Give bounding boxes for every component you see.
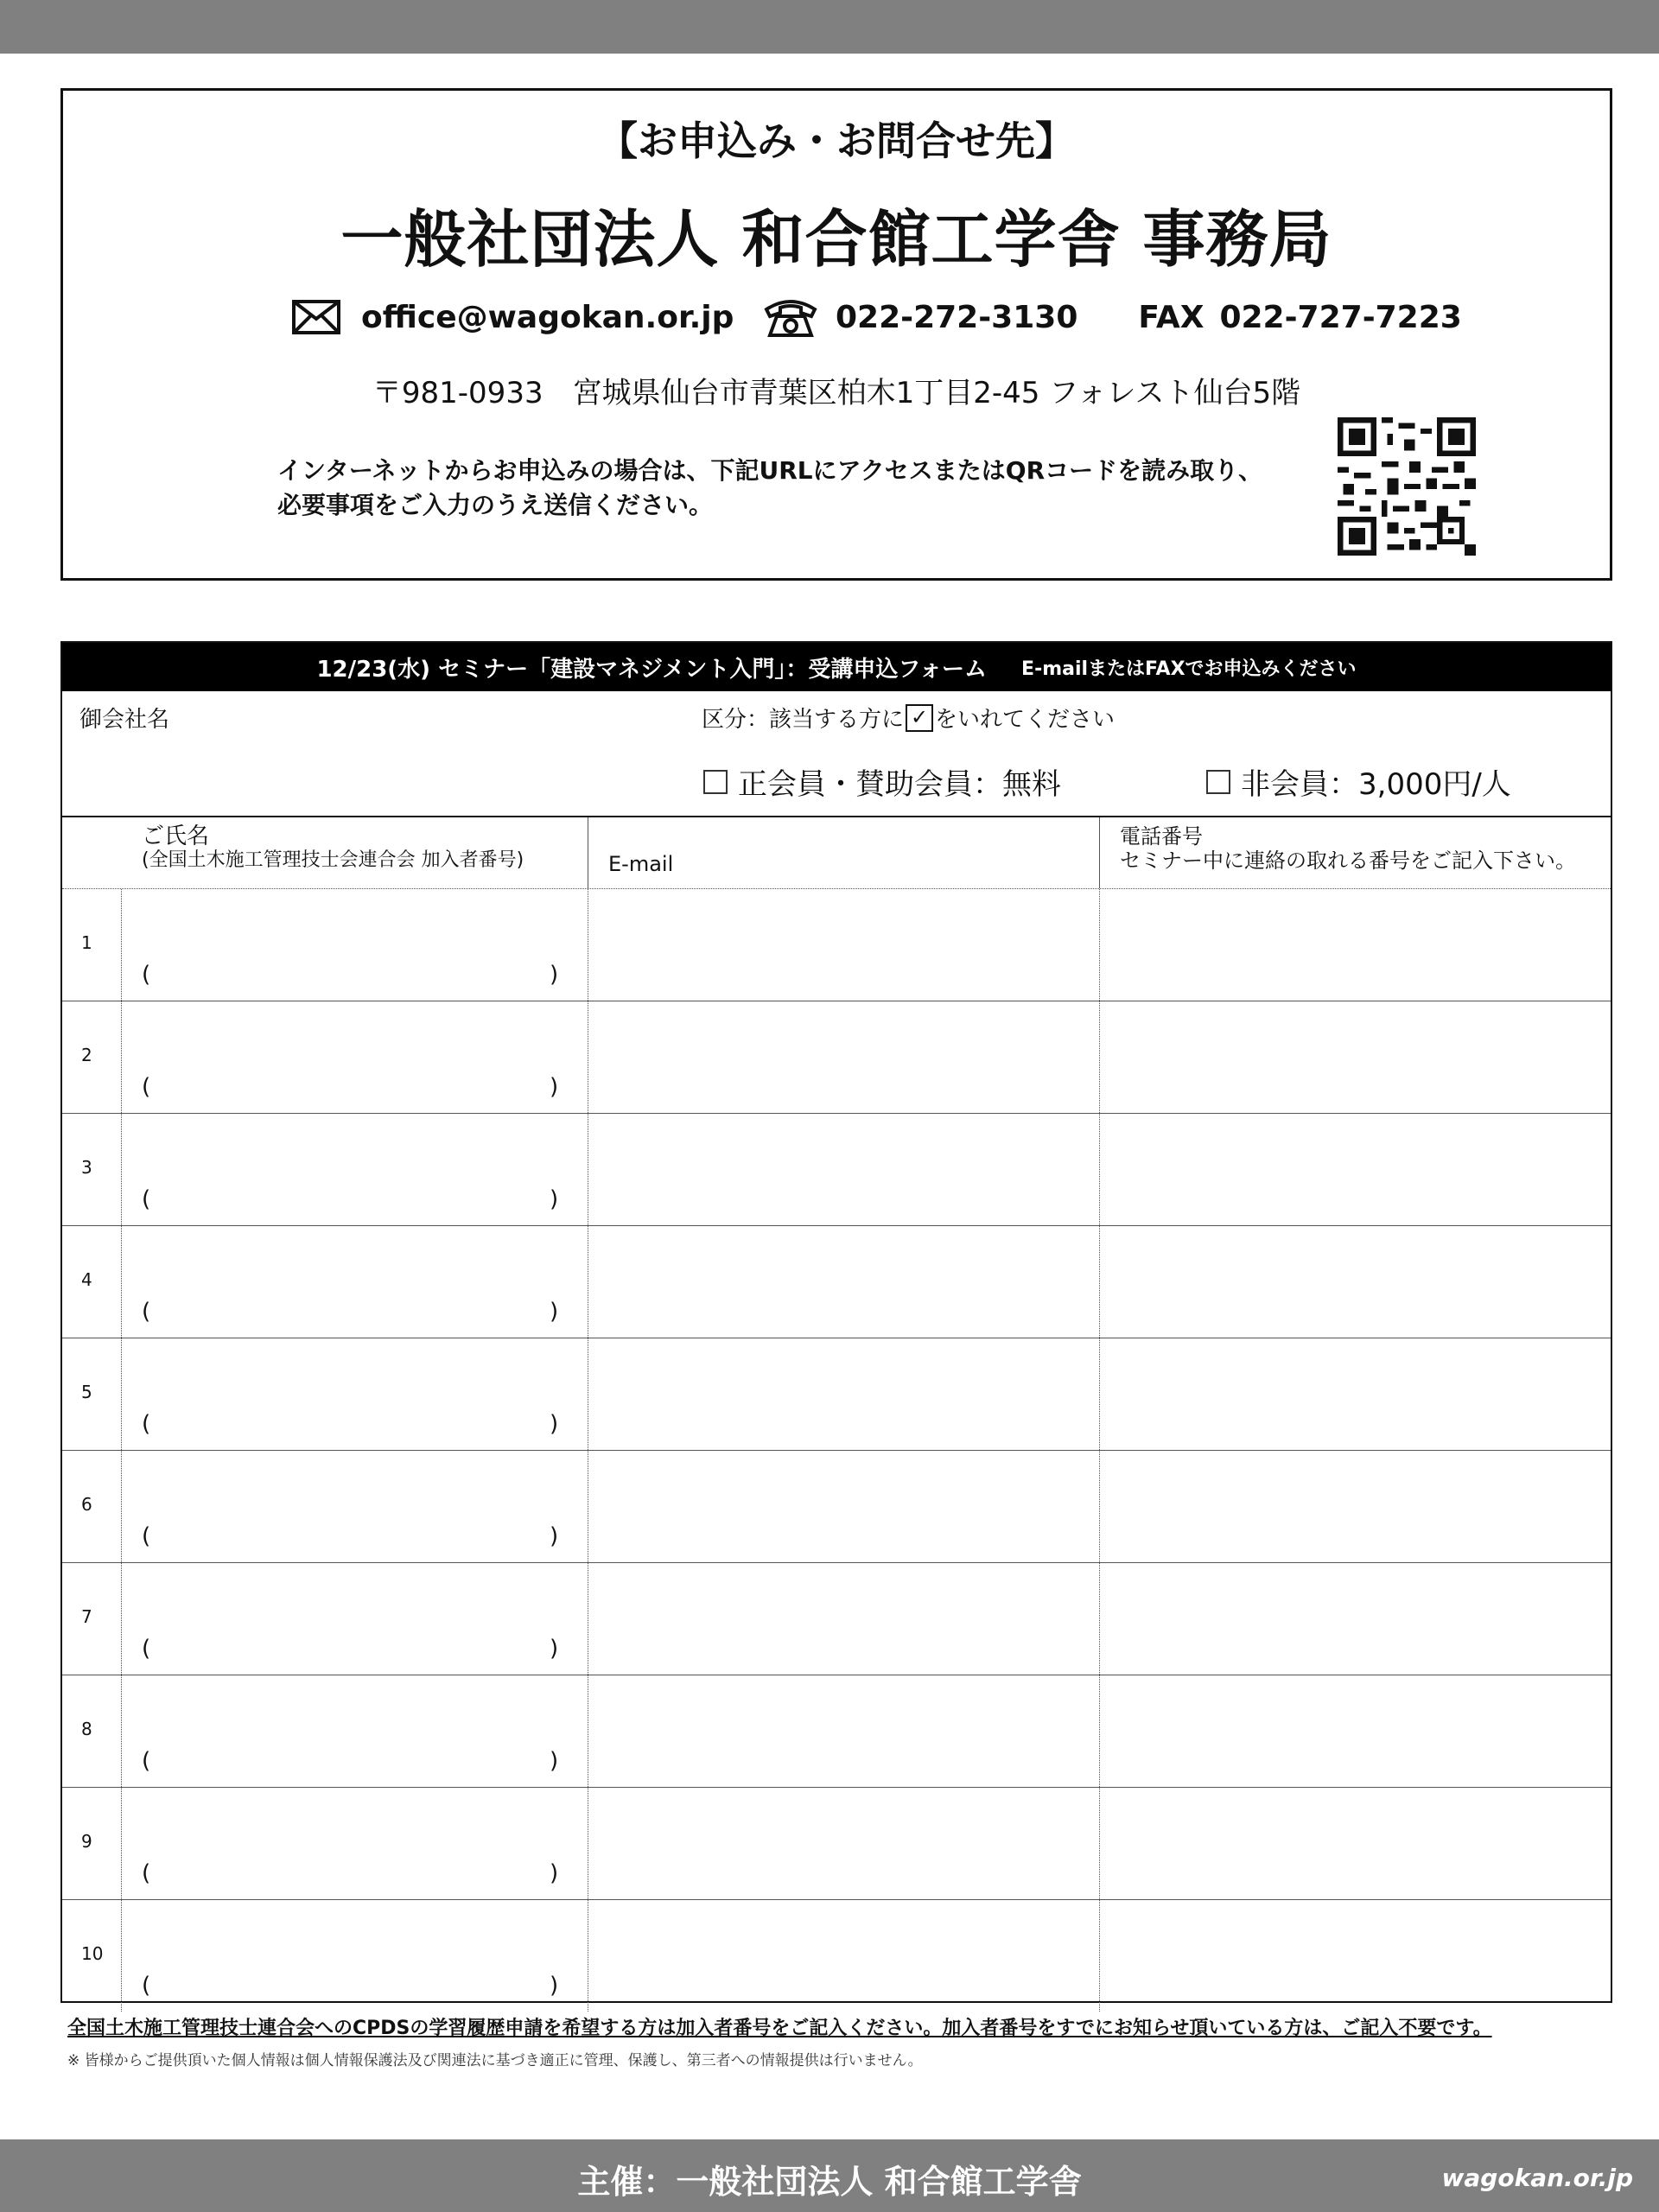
col-phone	[1120, 824, 1576, 873]
col-phone-label: 電話番号	[1120, 824, 1203, 849]
member-no-open-paren: (	[142, 1973, 151, 1999]
member-no-close-paren: )	[550, 1636, 559, 1662]
form-title-sub: E-mailまたはFAXでお申込みください	[1021, 658, 1357, 680]
name-field[interactable]	[123, 1900, 586, 2012]
table-row	[62, 1563, 1611, 1675]
table-row	[62, 1900, 1611, 2012]
email-field[interactable]	[589, 1226, 1097, 1338]
email-field[interactable]	[589, 1451, 1097, 1562]
email-field[interactable]	[589, 1563, 1097, 1675]
table-body	[62, 889, 1611, 2012]
member-no-close-paren: )	[550, 1523, 559, 1549]
privacy-note: ※ 皆様からご提供頂いた個人情報は個人情報保護法及び関連法に基づき適正に管理、保護し、第三者への情報提供は行いません。	[67, 2052, 923, 2069]
email-field[interactable]	[589, 1675, 1097, 1787]
col-phone-sub: セミナー中に連絡の取れる番号をご記入下さい。	[1120, 849, 1576, 873]
member-no-close-paren: )	[550, 1299, 559, 1325]
internet-note-line1: インターネットからお申込みの場合は、下記URLにアクセスまたはQRコードを読み取り、	[277, 456, 1263, 485]
email-field[interactable]	[589, 889, 1097, 1001]
phone-field[interactable]	[1101, 1226, 1611, 1338]
org-name: 一般社団法人 和合館工学舎 事務局	[340, 203, 1332, 276]
member-no-close-paren: )	[550, 1411, 559, 1437]
option-nonmember-label: 非会員：3,000円/人	[1241, 767, 1511, 802]
fax-label: FAX	[1138, 299, 1205, 335]
phone-field[interactable]	[1101, 1451, 1611, 1562]
row-number: 4	[81, 1269, 92, 1290]
name-field[interactable]	[123, 1451, 586, 1562]
email-field[interactable]	[589, 1338, 1097, 1450]
col-name	[142, 824, 524, 873]
member-no-close-paren: )	[550, 1074, 559, 1100]
email-field[interactable]	[589, 1900, 1097, 2012]
top-bar	[0, 0, 1659, 54]
name-field[interactable]	[123, 1563, 586, 1675]
internet-note	[277, 454, 1262, 523]
row-number: 5	[81, 1382, 92, 1402]
mail-icon	[292, 300, 340, 334]
category-suffix: をいれてください	[935, 707, 1116, 733]
col-name-sub: (全国土木施工管理技士会連合会 加入者番号)	[142, 849, 524, 871]
email-field[interactable]	[589, 1001, 1097, 1113]
contact-box	[60, 88, 1612, 581]
option-nonmember[interactable]	[1206, 760, 1511, 803]
fax-number: 022-727-7223	[1219, 299, 1462, 335]
member-no-open-paren: (	[142, 1523, 151, 1549]
company-label: 御会社名	[79, 707, 170, 733]
member-no-close-paren: )	[550, 1748, 559, 1774]
internet-note-line2: 必要事項をご入力のうえ送信ください。	[277, 491, 714, 519]
name-field[interactable]	[123, 1788, 586, 1899]
phone-icon	[763, 296, 818, 339]
phone-field[interactable]	[1101, 889, 1611, 1001]
phone-field[interactable]	[1101, 1001, 1611, 1113]
member-no-open-paren: (	[142, 1411, 151, 1437]
col-email: E-mail	[608, 852, 674, 876]
option-member-label: 正会員・賛助会員：無料	[738, 767, 1061, 802]
name-field[interactable]	[123, 1675, 586, 1787]
phone-field[interactable]	[1101, 1788, 1611, 1899]
address: 〒981-0933 宮城県仙台市青葉区柏木1丁目2-45 フォレスト仙台5階	[372, 376, 1301, 410]
tel-line	[763, 291, 1462, 343]
table-row	[62, 1001, 1611, 1114]
phone-field[interactable]	[1101, 1900, 1611, 2012]
footer-url[interactable]: wagokan.or.jp	[1441, 2164, 1633, 2192]
member-checkbox[interactable]	[703, 770, 728, 794]
phone-field[interactable]	[1101, 1675, 1611, 1787]
name-field[interactable]	[123, 1338, 586, 1450]
nonmember-checkbox[interactable]	[1206, 770, 1230, 794]
row-number: 2	[81, 1045, 92, 1065]
footer	[0, 2139, 1659, 2212]
form-header	[62, 643, 1611, 691]
member-no-open-paren: (	[142, 1186, 151, 1212]
row-number: 9	[81, 1831, 92, 1852]
name-field[interactable]	[123, 1001, 586, 1113]
col-name-label: ご氏名	[142, 823, 210, 849]
email-line	[292, 291, 734, 343]
option-member[interactable]	[703, 760, 1061, 803]
phone-field[interactable]	[1101, 1563, 1611, 1675]
member-no-open-paren: (	[142, 1074, 151, 1100]
email-address[interactable]: office@wagokan.or.jp	[361, 299, 734, 335]
category-instruction	[702, 702, 1115, 734]
application-form	[60, 641, 1612, 2003]
name-field[interactable]	[123, 889, 586, 1001]
member-no-close-paren: )	[550, 1973, 559, 1999]
company-row	[62, 691, 1611, 817]
member-no-close-paren: )	[550, 1186, 559, 1212]
check-icon: ✓	[906, 704, 933, 732]
row-number: 10	[81, 1943, 104, 1964]
row-number: 6	[81, 1494, 92, 1515]
member-no-open-paren: (	[142, 1299, 151, 1325]
table-row	[62, 1788, 1611, 1900]
row-number: 1	[81, 932, 92, 953]
member-no-open-paren: (	[142, 962, 151, 988]
phone-field[interactable]	[1101, 1114, 1611, 1225]
member-no-close-paren: )	[550, 1860, 559, 1886]
email-field[interactable]	[589, 1788, 1097, 1899]
name-field[interactable]	[123, 1114, 586, 1225]
category-prefix: 区分：該当する方に	[702, 707, 905, 733]
row-number: 8	[81, 1719, 92, 1739]
email-field[interactable]	[589, 1114, 1097, 1225]
row-number: 7	[81, 1606, 92, 1627]
phone-field[interactable]	[1101, 1338, 1611, 1450]
member-no-open-paren: (	[142, 1748, 151, 1774]
footer-organizer: 主催：一般社団法人 和合館工学舎	[577, 2163, 1082, 2201]
qr-code[interactable]	[1338, 417, 1476, 556]
row-number: 3	[81, 1157, 92, 1178]
member-no-open-paren: (	[142, 1860, 151, 1886]
table-row	[62, 1675, 1611, 1788]
cpds-note: 全国土木施工管理技士連合会へのCPDSの学習履歴申請を希望する方は加入者番号をご記入ください。加入者番号をすでにお知らせ頂いている方は、ご記入不要です。	[67, 2018, 1492, 2039]
table-row	[62, 1451, 1611, 1563]
table-header	[62, 817, 1611, 889]
name-field[interactable]	[123, 1226, 586, 1338]
contact-heading: 【お申込み・お問合せ先】	[598, 118, 1075, 164]
table-row	[62, 889, 1611, 1001]
member-no-close-paren: )	[550, 962, 559, 988]
member-no-open-paren: (	[142, 1636, 151, 1662]
tel-number: 022-272-3130	[836, 299, 1078, 335]
form-title: 12/23(水) セミナー「建設マネジメント入門」：受講申込フォーム	[316, 656, 988, 683]
table-row	[62, 1338, 1611, 1451]
table-row	[62, 1226, 1611, 1338]
table-row	[62, 1114, 1611, 1226]
